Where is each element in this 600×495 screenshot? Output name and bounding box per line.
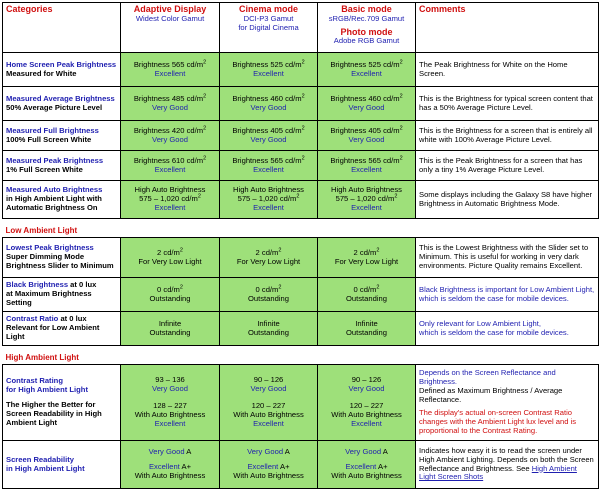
unit-exponent: 2 [399, 59, 403, 66]
rating: Excellent [253, 68, 284, 78]
header-categories: Categories [3, 3, 121, 53]
value: 90 – 126 [351, 375, 382, 385]
adaptive-display-subtitle: Widest Color Gamut [135, 13, 205, 23]
comment-text: Indicates how easy it is to read the screen under High Ambient Lighting. Depends on both the Screen Reflectance and Brightness. See [419, 445, 594, 473]
value: Infinite [257, 318, 280, 328]
unit-exponent: 2 [301, 93, 305, 100]
section-title: Low Ambient Light [5, 226, 78, 236]
comment-cell: This is the Brightness for a screen that is entirely all white with 100% Average Picture Level. [416, 121, 599, 151]
row-subtitle: Measured for White [6, 68, 77, 78]
note: With Auto Brightness [134, 470, 206, 480]
display-comparison-table [2, 2, 599, 489]
unit: cd/m [186, 93, 204, 103]
row-title: Black Brightness [6, 280, 69, 290]
value-cell-adaptive [121, 312, 220, 346]
value: 90 – 126 [253, 375, 284, 385]
rating: Very Good [250, 384, 287, 394]
comment-cell [416, 441, 599, 489]
brightness-value: Brightness 405 [330, 125, 381, 135]
unit-exponent: 2 [399, 155, 403, 162]
value-cell-adaptive [121, 121, 220, 151]
note: With Auto Brightness [134, 409, 206, 419]
row-title-suffix: at 0 lux [68, 280, 97, 290]
rating: Very Good [152, 102, 188, 112]
grade-auto: A+ [378, 462, 388, 472]
header-row [3, 3, 599, 53]
brightness-value: Brightness 525 [330, 59, 381, 69]
value-cell-basic [318, 238, 416, 278]
unit-exponent: 2 [203, 59, 207, 66]
value-cell-basic [318, 53, 416, 87]
row-subtitle: at Maximum Brightness Setting [6, 289, 92, 307]
rating: Very Good [152, 384, 188, 394]
value-cell-adaptive [121, 151, 220, 181]
note: For Very Low Light [138, 256, 202, 266]
rating: Very Good [345, 447, 382, 457]
table-row-peak-brightness [3, 151, 599, 181]
rating: Excellent [253, 202, 284, 212]
rating-auto: Excellent [247, 462, 279, 472]
header-cinema-mode [220, 3, 318, 53]
value-cell-basic [318, 278, 416, 312]
rating: Excellent [154, 68, 186, 78]
value-cell-adaptive [121, 53, 220, 87]
unit-exponent: 2 [278, 247, 282, 254]
unit: cd/m [285, 59, 302, 69]
comment-cell [416, 278, 599, 312]
unit-exponent: 2 [376, 247, 380, 254]
comment-line-1: Depends on the Screen Reflectance and Brightness. [419, 368, 556, 387]
display-comparison-table-container [2, 2, 598, 489]
row-title-2: in High Ambient Light [6, 463, 85, 473]
rating: Very Good [250, 102, 287, 112]
value: 0 [157, 284, 162, 294]
unit: cd/m [359, 247, 377, 257]
rating: Excellent [154, 164, 186, 174]
brightness-value: Brightness 610 [133, 155, 185, 165]
row-subtitle: in High Ambient Light with Automatic Brightness On [6, 194, 102, 212]
unit: cd/m [261, 247, 279, 257]
unit: cd/m [186, 155, 204, 165]
unit: cd/m [377, 194, 395, 204]
row-label [3, 181, 121, 219]
rating: Excellent [351, 164, 382, 174]
rating-auto: Excellent [154, 418, 186, 428]
brightness-value: Brightness 565 [330, 155, 381, 165]
comment-cell: The Peak Brightness for White on the Home Screen. [416, 53, 599, 87]
row-label [3, 151, 121, 181]
value: 0 [255, 284, 260, 294]
row-label [3, 53, 121, 87]
brightness-range: 575 – 1,020 [237, 194, 278, 204]
brightness-range: 575 – 1,020 [139, 194, 180, 204]
note: With Auto Brightness [331, 409, 402, 419]
row-title: Contrast Ratio [6, 314, 59, 324]
row-subtitle: 100% Full Screen White [6, 134, 92, 144]
row-subtitle: 50% Average Picture Level [6, 102, 103, 112]
table-row-black-brightness [3, 278, 599, 312]
unit-exponent: 2 [301, 125, 305, 132]
unit: cd/m [261, 284, 279, 294]
grade-auto: A+ [280, 462, 290, 472]
unit-exponent: 2 [179, 247, 183, 254]
unit-exponent: 2 [301, 155, 305, 162]
value-cell-basic [318, 151, 416, 181]
table-row-contrast-rating [3, 365, 599, 441]
unit-exponent: 2 [376, 284, 380, 291]
unit: cd/m [383, 93, 400, 103]
value: Infinite [355, 318, 378, 328]
brightness-value: Brightness 420 [133, 125, 185, 135]
row-label [3, 238, 121, 278]
note: Outstanding [248, 293, 289, 303]
grade-auto: A+ [181, 462, 192, 472]
comment-cell: This is the Lowest Brightness with the Slider set to Minimum. This is useful for working in very dark environments. Picture Quality remains Excellent. [416, 238, 599, 278]
note: Outstanding [248, 327, 289, 337]
cinema-mode-title: Cinema mode [238, 4, 298, 14]
grade: A [284, 447, 290, 457]
unit-exponent: 2 [394, 193, 398, 200]
comment-line-1: Black Brightness is important for Low Ambient Light, [419, 284, 595, 294]
value-cell-cinema [220, 312, 318, 346]
rating-auto: Excellent [351, 418, 382, 428]
row-title: Contrast Rating [6, 376, 63, 386]
brightness-range: 575 – 1,020 [335, 194, 376, 204]
comment-line-2: which is seldom the case for mobile devices. [419, 327, 569, 337]
header-comments: Comments [416, 3, 599, 53]
note: Outstanding [149, 327, 191, 337]
comment-line-3: The display's actual on-screen Contrast Ratio changes with the Ambient Light lux level and is proportional to the Contrast Rating. [419, 407, 577, 435]
value-cell-cinema [220, 365, 318, 441]
photo-mode-title: Photo mode [340, 26, 393, 37]
note: Outstanding [149, 293, 191, 303]
value-cell-cinema [220, 151, 318, 181]
cinema-mode-subtitle-2: for Digital Cinema [238, 22, 299, 32]
rating: Very Good [152, 134, 188, 144]
unit: cd/m [383, 59, 400, 69]
section-header-low-ambient [3, 219, 599, 238]
value-cell-adaptive [121, 441, 220, 489]
value-auto: 120 – 227 [349, 401, 384, 411]
value-cell-cinema [220, 87, 318, 121]
unit-exponent: 2 [301, 59, 305, 66]
value-auto: 128 – 227 [153, 401, 187, 411]
note: With Auto Brightness [233, 409, 304, 419]
row-title: Measured Full Brightness [6, 125, 99, 135]
value: 2 [157, 247, 162, 257]
value: 2 [353, 247, 358, 257]
value: 0 [353, 284, 358, 294]
unit-exponent: 2 [399, 125, 403, 132]
rating-auto: Excellent [253, 418, 284, 428]
rating: Very Good [348, 384, 385, 394]
unit-exponent: 2 [399, 93, 403, 100]
unit-exponent: 2 [203, 125, 207, 132]
row-label [3, 312, 121, 346]
row-subtitle: The Higher the Better for Screen Readability in High Ambient Light [6, 400, 102, 427]
comment-cell: This is the Peak Brightness for a screen that has only a tiny 1% Average Picture Level. [416, 151, 599, 181]
row-title: Lowest Peak Brightness [6, 243, 94, 253]
row-title: Screen Readability [6, 454, 74, 464]
value: 93 – 136 [155, 375, 185, 385]
row-subtitle: Relevant for Low Ambient Light [6, 323, 100, 341]
table-row-full-brightness [3, 121, 599, 151]
value-cell-adaptive [121, 238, 220, 278]
section-header-high-ambient [3, 346, 599, 365]
table-row-home-peak [3, 53, 599, 87]
comment-line-2: Defined as Maximum Brightness / Average Reflectance. [419, 386, 563, 405]
note: For Very Low Light [334, 256, 399, 266]
unit-exponent: 2 [203, 155, 207, 162]
value-cell-basic [318, 365, 416, 441]
value-cell-basic [318, 121, 416, 151]
value-cell-basic [318, 181, 416, 219]
adaptive-display-title: Adaptive Display [133, 4, 207, 14]
unit: cd/m [186, 125, 204, 135]
unit-exponent: 2 [179, 284, 183, 291]
comment-cell [416, 365, 599, 441]
value-cell-cinema [220, 238, 318, 278]
value-cell-adaptive [121, 87, 220, 121]
note: Outstanding [346, 327, 387, 337]
cinema-mode-subtitle: DCI-P3 Gamut [243, 13, 294, 23]
unit-exponent: 2 [203, 93, 207, 100]
rating: Very Good [148, 447, 185, 457]
rating: Excellent [351, 202, 382, 212]
rating: Excellent [253, 164, 284, 174]
value-cell-cinema [220, 441, 318, 489]
comment-cell: Some displays including the Galaxy S8 have higher Brightness in Automatic Brightness Mode. [416, 181, 599, 219]
unit: cd/m [285, 155, 302, 165]
photo-mode-subtitle: Adobe RGB Gamut [333, 36, 400, 46]
value-cell-basic [318, 87, 416, 121]
row-label [3, 278, 121, 312]
value-cell-basic [318, 441, 416, 489]
screen-shots-link[interactable]: High Ambient Light Screen Shots [419, 463, 577, 482]
unit-exponent: 2 [278, 284, 282, 291]
comment-cell: This is the Brightness for typical screen content that has a 50% Average Picture Level. [416, 87, 599, 121]
rating: Very Good [348, 134, 385, 144]
basic-mode-subtitle: sRGB/Rec.709 Gamut [328, 13, 405, 23]
comment-line-2: which is seldom the case for mobile devices. [419, 293, 569, 303]
brightness-value: Brightness 460 [330, 93, 381, 103]
row-label [3, 121, 121, 151]
brightness-value: Brightness 565 [232, 155, 283, 165]
note: Outstanding [346, 293, 387, 303]
section-title: High Ambient Light [5, 353, 79, 363]
rating: Excellent [154, 202, 186, 212]
row-title-2: for High Ambient Light [6, 385, 88, 395]
note: For Very Low Light [236, 256, 301, 266]
unit: cd/m [383, 155, 400, 165]
label: High Auto Brightness [233, 185, 304, 195]
row-subtitle: 1% Full Screen White [6, 164, 83, 174]
value-cell-cinema [220, 278, 318, 312]
comment-line-1: Only relevant for Low Ambient Light, [419, 318, 541, 328]
row-label [3, 365, 121, 441]
value-cell-cinema [220, 121, 318, 151]
table-row-lowest-peak [3, 238, 599, 278]
rating: Very Good [250, 134, 287, 144]
rating-auto: Excellent [148, 462, 180, 472]
header-basic-photo-mode [318, 3, 416, 53]
rating: Excellent [351, 68, 382, 78]
label: High Auto Brightness [134, 185, 206, 195]
label: High Auto Brightness [331, 185, 402, 195]
row-label [3, 87, 121, 121]
rating-auto: Excellent [345, 462, 377, 472]
unit: cd/m [279, 194, 297, 204]
unit: cd/m [285, 93, 302, 103]
basic-mode-title: Basic mode [341, 4, 392, 14]
value-cell-adaptive [121, 278, 220, 312]
brightness-value: Brightness 405 [232, 125, 283, 135]
row-subtitle: Super Dimming Mode Brightness Slider to Minimum [6, 252, 114, 270]
unit-exponent: 2 [197, 193, 201, 200]
value: 2 [255, 247, 260, 257]
rating: Very Good [348, 102, 385, 112]
note: With Auto Brightness [233, 470, 304, 480]
table-row-average-brightness [3, 87, 599, 121]
brightness-value: Brightness 485 [133, 93, 185, 103]
unit-exponent: 2 [296, 193, 300, 200]
row-title: Measured Auto Brightness [6, 185, 103, 195]
table-row-auto-brightness [3, 181, 599, 219]
value-cell-adaptive [121, 181, 220, 219]
unit: cd/m [181, 194, 198, 204]
row-title-suffix: at 0 lux [58, 314, 87, 324]
unit: cd/m [285, 125, 302, 135]
grade: A [382, 447, 388, 457]
value-cell-cinema [220, 181, 318, 219]
unit: cd/m [163, 247, 180, 257]
brightness-value: Brightness 525 [232, 59, 283, 69]
brightness-value: Brightness 460 [232, 93, 283, 103]
unit: cd/m [186, 59, 204, 69]
row-title: Measured Average Brightness [6, 93, 115, 103]
grade: A [186, 447, 192, 457]
value: Infinite [158, 318, 182, 328]
unit: cd/m [383, 125, 400, 135]
rating: Very Good [247, 447, 284, 457]
note: With Auto Brightness [331, 470, 402, 480]
value-cell-adaptive [121, 365, 220, 441]
comment-cell [416, 312, 599, 346]
value-auto: 120 – 227 [251, 401, 286, 411]
row-title: Measured Peak Brightness [6, 155, 104, 165]
brightness-value: Brightness 565 [133, 59, 185, 69]
table-row-contrast-ratio [3, 312, 599, 346]
unit: cd/m [359, 284, 377, 294]
value-cell-basic [318, 312, 416, 346]
header-adaptive-display [121, 3, 220, 53]
row-title: Home Screen Peak Brightness [6, 59, 117, 69]
unit: cd/m [163, 284, 180, 294]
table-row-screen-readability [3, 441, 599, 489]
row-label [3, 441, 121, 489]
value-cell-cinema [220, 53, 318, 87]
